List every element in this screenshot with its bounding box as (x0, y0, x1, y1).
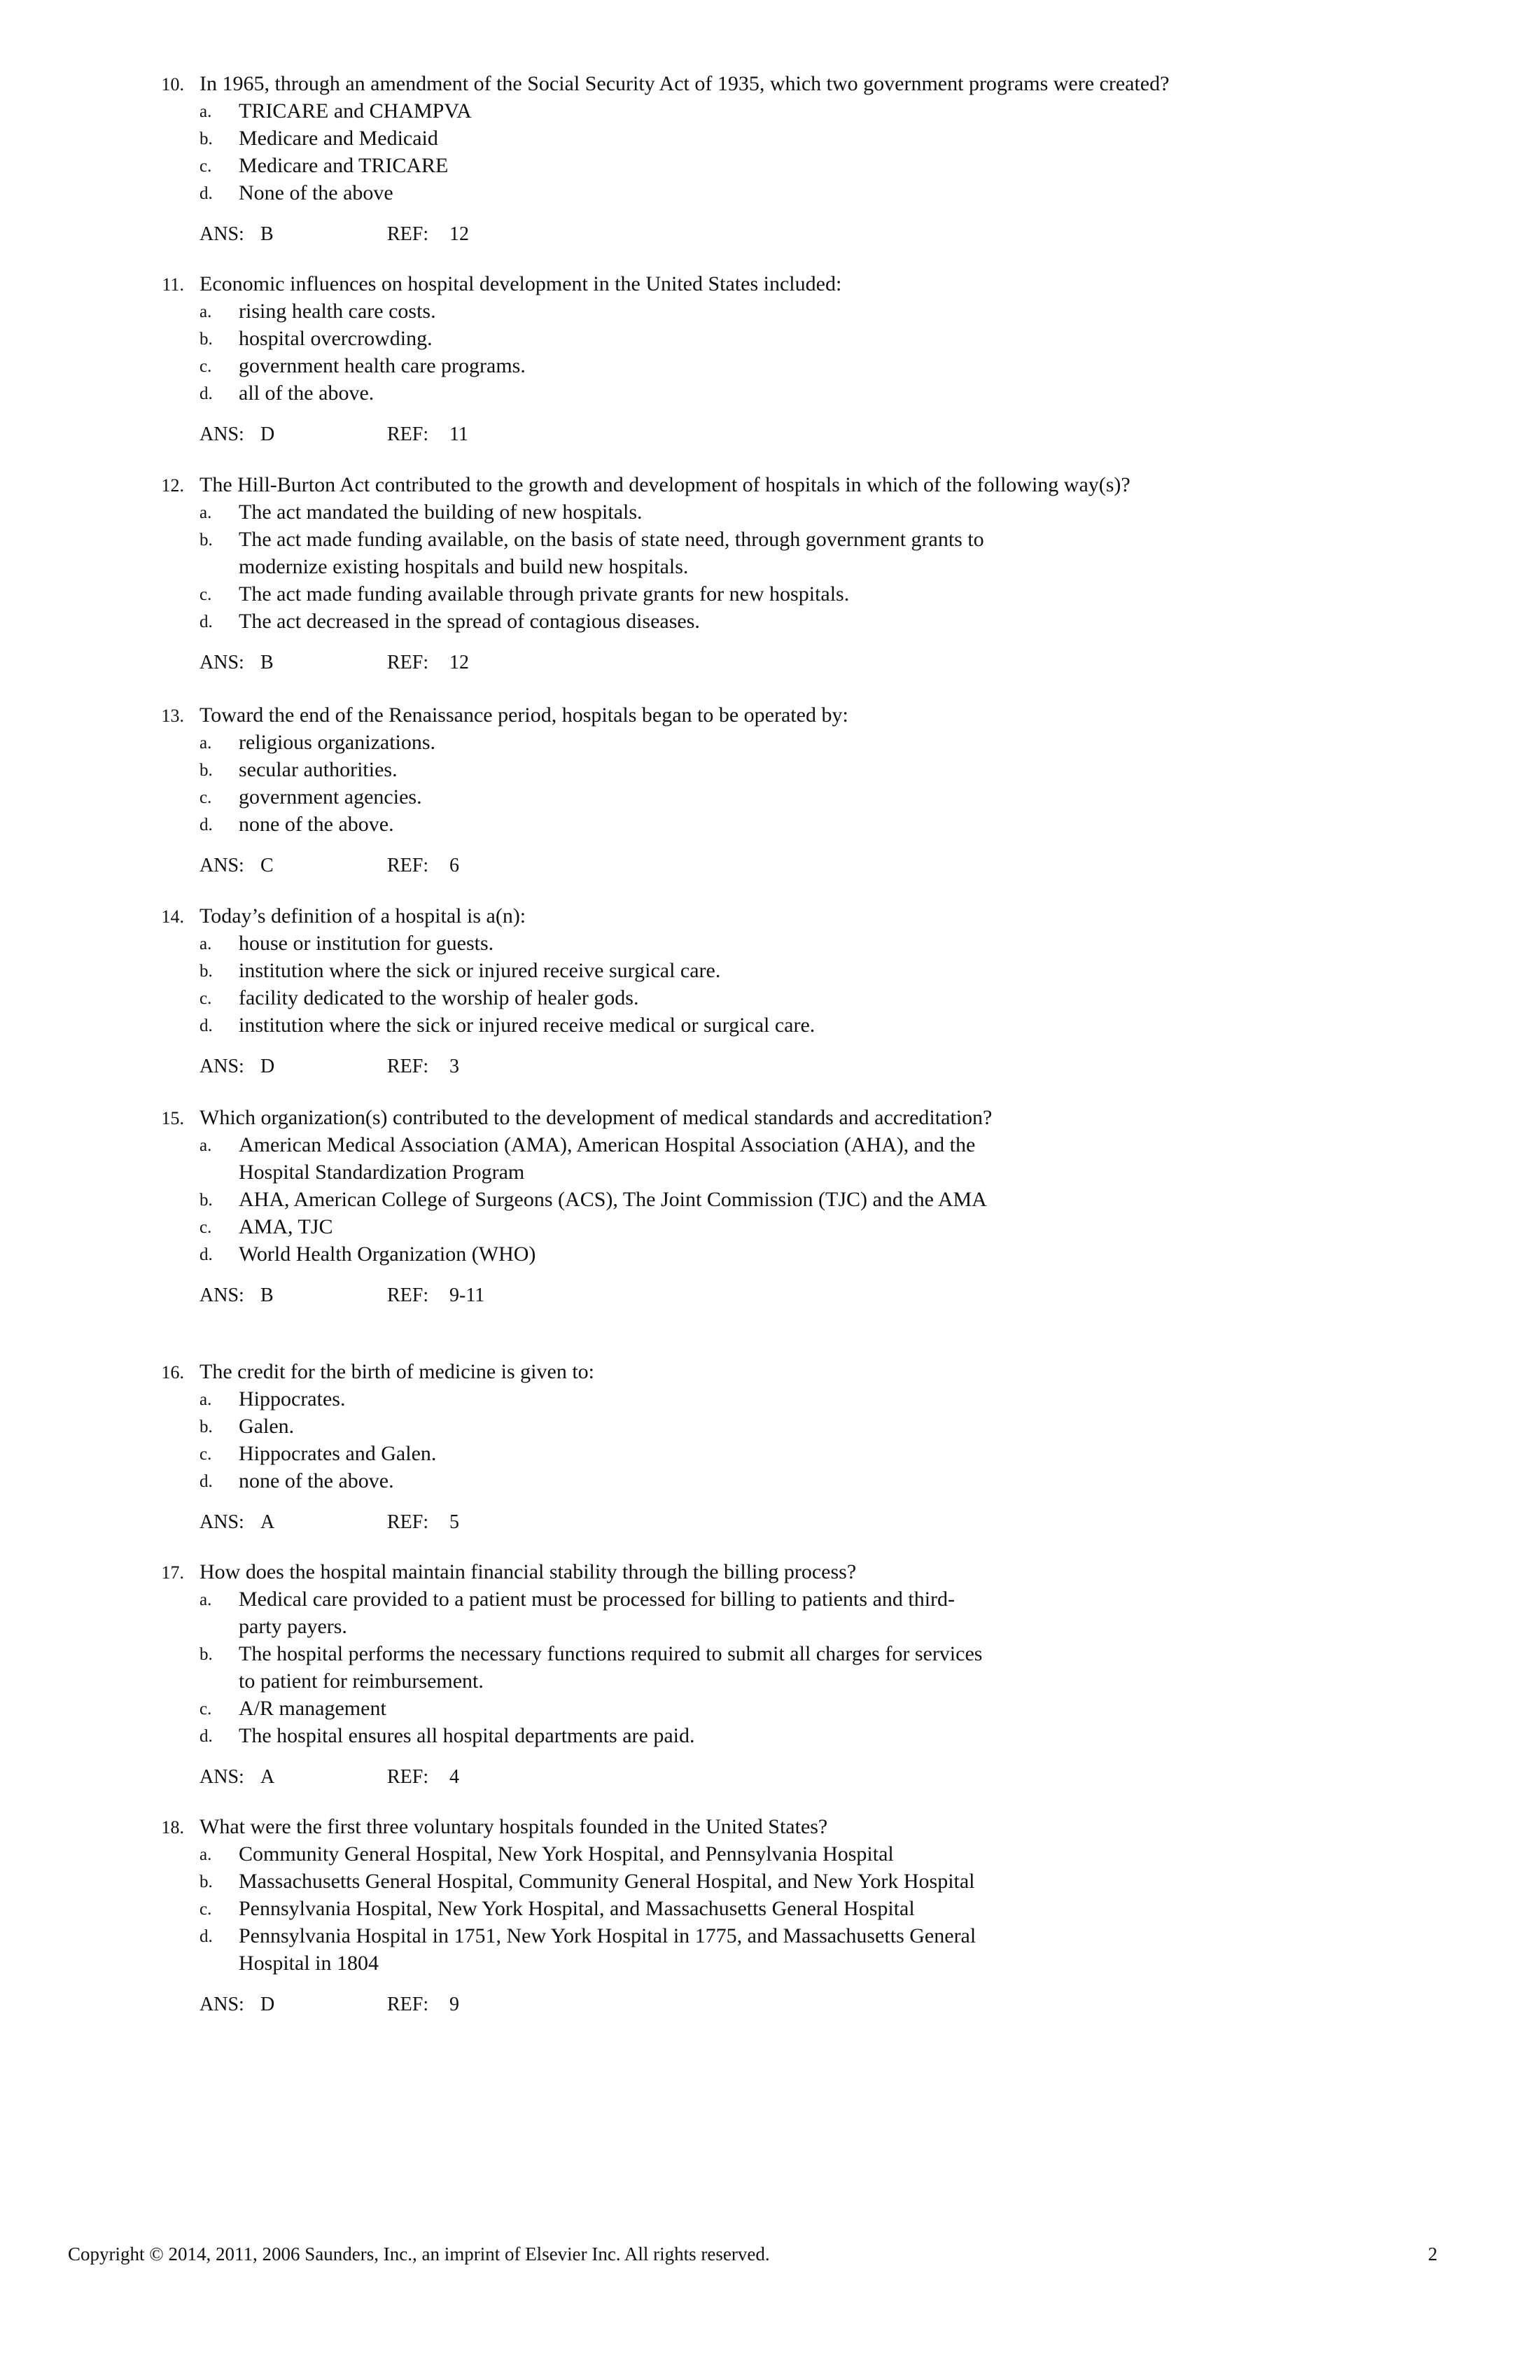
reference-label: REF: (387, 223, 429, 245)
question-stem (0, 1558, 1540, 1586)
question-text: Which organization(s) contributed to the development of medical standards and accreditation? (200, 1106, 993, 1129)
option-letter: b. (200, 531, 213, 550)
answer-value: A (260, 1511, 275, 1533)
reference-label: REF: (387, 1994, 429, 2015)
option-letter: b. (200, 1872, 213, 1891)
question-block (0, 902, 1540, 1080)
answer-value: B (260, 1284, 274, 1306)
option-letter: c. (200, 788, 212, 807)
answer-options (0, 1131, 1540, 1268)
answer-value: D (260, 1994, 275, 2015)
option-letter: c. (200, 157, 212, 176)
answer-options (0, 498, 1540, 635)
answer-option (0, 1695, 1540, 1722)
question-stem (0, 902, 1540, 930)
answer-option (0, 984, 1540, 1011)
question-number: 17. (161, 1562, 184, 1583)
answer-value: D (260, 1056, 275, 1077)
option-letter: b. (200, 1645, 213, 1664)
option-letter: a. (200, 1590, 212, 1609)
answer-key-row (0, 1763, 1540, 1791)
question-text: Economic influences on hospital development in the United States included: (200, 272, 842, 295)
question-block (0, 471, 1540, 676)
question-stem (0, 1358, 1540, 1385)
reference-label: REF: (387, 424, 429, 445)
question-text: Today’s definition of a hospital is a(n): (200, 904, 526, 927)
answer-key-row (0, 1508, 1540, 1536)
answer-options (0, 1840, 1540, 1977)
option-text: none of the above. (239, 813, 394, 836)
answer-option (0, 783, 1540, 811)
answer-options (0, 97, 1540, 206)
question-block (0, 1813, 1540, 2018)
option-letter: a. (200, 302, 212, 321)
option-letter: a. (200, 1136, 212, 1155)
answer-value: B (260, 652, 274, 673)
option-text: Massachusetts General Hospital, Community General Hospital, and New York Hospital (239, 1870, 975, 1893)
answer-option (0, 608, 1540, 635)
reference-label: REF: (387, 1766, 429, 1788)
answer-option (0, 1440, 1540, 1467)
option-text: government agencies. (239, 785, 422, 808)
answer-option (0, 1868, 1540, 1895)
option-text: institution where the sick or injured receive medical or surgical care. (239, 1014, 816, 1037)
option-text: hospital overcrowding. (239, 327, 433, 350)
question-text: In 1965, through an amendment of the Social Security Act of 1935, which two government programs were created? (200, 72, 1170, 95)
option-text: TRICARE and CHAMPVA (239, 99, 472, 122)
answer-option (0, 325, 1540, 352)
option-letter: c. (200, 1700, 212, 1718)
question-text: Toward the end of the Renaissance period, hospitals began to be operated by: (200, 704, 848, 727)
option-text: AHA, American College of Surgeons (ACS), The Joint Commission (TJC) and the AMA (239, 1188, 987, 1211)
answer-key-row (0, 1282, 1540, 1309)
answer-option (0, 1467, 1540, 1494)
question-stem (0, 1813, 1540, 1840)
answer-options (0, 1385, 1540, 1494)
reference-value: 9 (449, 1994, 459, 2015)
answer-option (0, 930, 1540, 957)
answer-option (0, 1840, 1540, 1868)
option-letter: d. (200, 1727, 213, 1746)
answer-option (0, 811, 1540, 838)
option-text: house or institution for guests. (239, 932, 494, 955)
reference-value: 6 (449, 855, 459, 876)
answer-option (0, 1586, 1540, 1640)
option-text: institution where the sick or injured receive surgical care. (239, 959, 721, 982)
option-text: The hospital ensures all hospital departments are paid. (239, 1724, 695, 1747)
option-text: Medicare and Medicaid (239, 127, 438, 150)
answer-label: ANS: (200, 1056, 244, 1077)
option-text: The act decreased in the spread of contagious diseases. (239, 610, 700, 633)
reference-value: 12 (449, 652, 469, 673)
question-number: 15. (161, 1108, 184, 1128)
option-text: facility dedicated to the worship of healer gods. (239, 986, 639, 1009)
answer-option (0, 1240, 1540, 1268)
answer-options (0, 930, 1540, 1039)
question-text: How does the hospital maintain financial stability through the billing process? (200, 1560, 857, 1583)
question-stem (0, 471, 1540, 498)
option-letter: d. (200, 612, 213, 631)
answer-options (0, 1586, 1540, 1749)
option-text: Pennsylvania Hospital in 1751, New York Hospital in 1775, and Massachusetts General Hospital in 1804 (239, 1924, 976, 1975)
question-number: 14. (161, 906, 184, 927)
answer-label: ANS: (200, 424, 244, 445)
answer-options (0, 729, 1540, 838)
reference-value: 5 (449, 1511, 459, 1533)
question-number: 12. (161, 475, 184, 496)
option-text: The hospital performs the necessary functions required to submit all charges for services to patient for reimbursement. (239, 1642, 983, 1693)
option-letter: a. (200, 102, 212, 121)
answer-option (0, 125, 1540, 152)
option-text: The act made funding available through private grants for new hospitals. (239, 582, 850, 606)
answer-option (0, 1922, 1540, 1977)
answer-option (0, 729, 1540, 756)
question-stem (0, 70, 1540, 97)
option-text: Hippocrates. (239, 1387, 346, 1410)
question-block (0, 1104, 1540, 1309)
reference-label: REF: (387, 1511, 429, 1533)
answer-key-row (0, 421, 1540, 448)
answer-option (0, 1722, 1540, 1749)
answer-label: ANS: (200, 855, 244, 876)
answer-key-row (0, 1053, 1540, 1080)
answer-key-row (0, 220, 1540, 248)
option-letter: b. (200, 130, 213, 148)
option-text: World Health Organization (WHO) (239, 1242, 536, 1266)
option-letter: d. (200, 1927, 213, 1946)
question-block (0, 270, 1540, 448)
answer-option (0, 756, 1540, 783)
option-text: AMA, TJC (239, 1215, 333, 1238)
option-text: The act mandated the building of new hospitals. (239, 500, 643, 524)
question-block (0, 1558, 1540, 1791)
option-letter: a. (200, 503, 212, 522)
answer-option (0, 1131, 1540, 1186)
option-letter: c. (200, 1900, 212, 1919)
answer-label: ANS: (200, 1511, 244, 1533)
option-text: Community General Hospital, New York Hospital, and Pennsylvania Hospital (239, 1842, 894, 1865)
option-letter: c. (200, 1445, 212, 1464)
option-text: rising health care costs. (239, 300, 436, 323)
reference-value: 11 (449, 424, 468, 445)
option-letter: c. (200, 989, 212, 1008)
question-text: What were the first three voluntary hospitals founded in the United States? (200, 1815, 828, 1838)
copyright-notice: Copyright © 2014, 2011, 2006 Saunders, Inc., an imprint of Elsevier Inc. All rights reserved. (68, 2244, 770, 2264)
answer-value: B (260, 223, 274, 245)
option-letter: b. (200, 1191, 213, 1210)
answer-label: ANS: (200, 1766, 244, 1788)
question-stem (0, 1104, 1540, 1131)
answer-option (0, 179, 1540, 206)
reference-value: 12 (449, 223, 469, 245)
option-text: religious organizations. (239, 731, 436, 754)
answer-option (0, 352, 1540, 379)
question-stem (0, 701, 1540, 729)
answer-option (0, 1640, 1540, 1695)
question-stem (0, 270, 1540, 298)
option-letter: c. (200, 585, 212, 604)
answer-key-row (0, 852, 1540, 879)
option-text: American Medical Association (AMA), American Hospital Association (AHA), and the Hospital Standardization Program (239, 1133, 976, 1184)
option-text: none of the above. (239, 1469, 394, 1492)
option-letter: d. (200, 1245, 213, 1264)
answer-key-row (0, 649, 1540, 676)
option-letter: a. (200, 1845, 212, 1864)
question-number: 18. (161, 1817, 184, 1837)
option-text: government health care programs. (239, 354, 526, 377)
option-text: Medicare and TRICARE (239, 154, 449, 177)
option-text: None of the above (239, 181, 393, 204)
answer-option (0, 1895, 1540, 1922)
question-block (0, 70, 1540, 248)
answer-label: ANS: (200, 1994, 244, 2015)
answer-option (0, 1213, 1540, 1240)
answer-option (0, 957, 1540, 984)
option-letter: d. (200, 1472, 213, 1491)
answer-value: C (260, 855, 274, 876)
option-text: A/R management (239, 1697, 386, 1720)
option-letter: c. (200, 1218, 212, 1237)
answer-option (0, 298, 1540, 325)
answer-key-row (0, 1991, 1540, 2018)
reference-label: REF: (387, 855, 429, 876)
answer-label: ANS: (200, 223, 244, 245)
reference-label: REF: (387, 1284, 429, 1306)
option-letter: d. (200, 184, 213, 203)
option-letter: d. (200, 1016, 213, 1035)
reference-value: 4 (449, 1766, 459, 1788)
reference-label: REF: (387, 1056, 429, 1077)
option-text: Galen. (239, 1415, 295, 1438)
question-number: 10. (161, 74, 184, 94)
answer-option (0, 580, 1540, 608)
question-number: 11. (162, 274, 184, 295)
option-letter: d. (200, 384, 213, 403)
answer-options (0, 298, 1540, 407)
option-letter: a. (200, 734, 212, 752)
answer-option (0, 498, 1540, 526)
answer-label: ANS: (200, 652, 244, 673)
question-text: The credit for the birth of medicine is given to: (200, 1360, 594, 1383)
answer-value: A (260, 1766, 275, 1788)
option-letter: a. (200, 1390, 212, 1409)
option-letter: b. (200, 330, 213, 349)
option-letter: a. (200, 934, 212, 953)
question-number: 16. (161, 1362, 184, 1382)
answer-option (0, 1011, 1540, 1039)
question-text: The Hill-Burton Act contributed to the growth and development of hospitals in which of the following way(s)? (200, 473, 1130, 496)
option-letter: b. (200, 962, 213, 981)
option-text: Pennsylvania Hospital, New York Hospital, and Massachusetts General Hospital (239, 1897, 915, 1920)
answer-option (0, 526, 1540, 580)
reference-label: REF: (387, 652, 429, 673)
question-number: 13. (161, 706, 184, 726)
answer-label: ANS: (200, 1284, 244, 1306)
option-letter: d. (200, 816, 213, 834)
answer-option (0, 1385, 1540, 1413)
answer-option (0, 97, 1540, 125)
answer-option (0, 152, 1540, 179)
option-letter: b. (200, 761, 213, 780)
option-text: Hippocrates and Galen. (239, 1442, 437, 1465)
answer-value: D (260, 424, 275, 445)
reference-value: 3 (449, 1056, 459, 1077)
option-text: The act made funding available, on the basis of state need, through government grants to modernize existing hospitals and build new hospitals. (239, 528, 984, 578)
question-block (0, 1358, 1540, 1536)
option-letter: b. (200, 1418, 213, 1436)
option-letter: c. (200, 357, 212, 376)
reference-value: 9-11 (449, 1284, 485, 1306)
option-text: secular authorities. (239, 758, 398, 781)
page-number: 2 (1428, 2244, 1438, 2264)
question-block (0, 701, 1540, 879)
option-text: all of the above. (239, 382, 374, 405)
answer-option (0, 379, 1540, 407)
answer-option (0, 1413, 1540, 1440)
option-text: Medical care provided to a patient must be processed for billing to patients and third-party payers. (239, 1588, 955, 1638)
answer-option (0, 1186, 1540, 1213)
